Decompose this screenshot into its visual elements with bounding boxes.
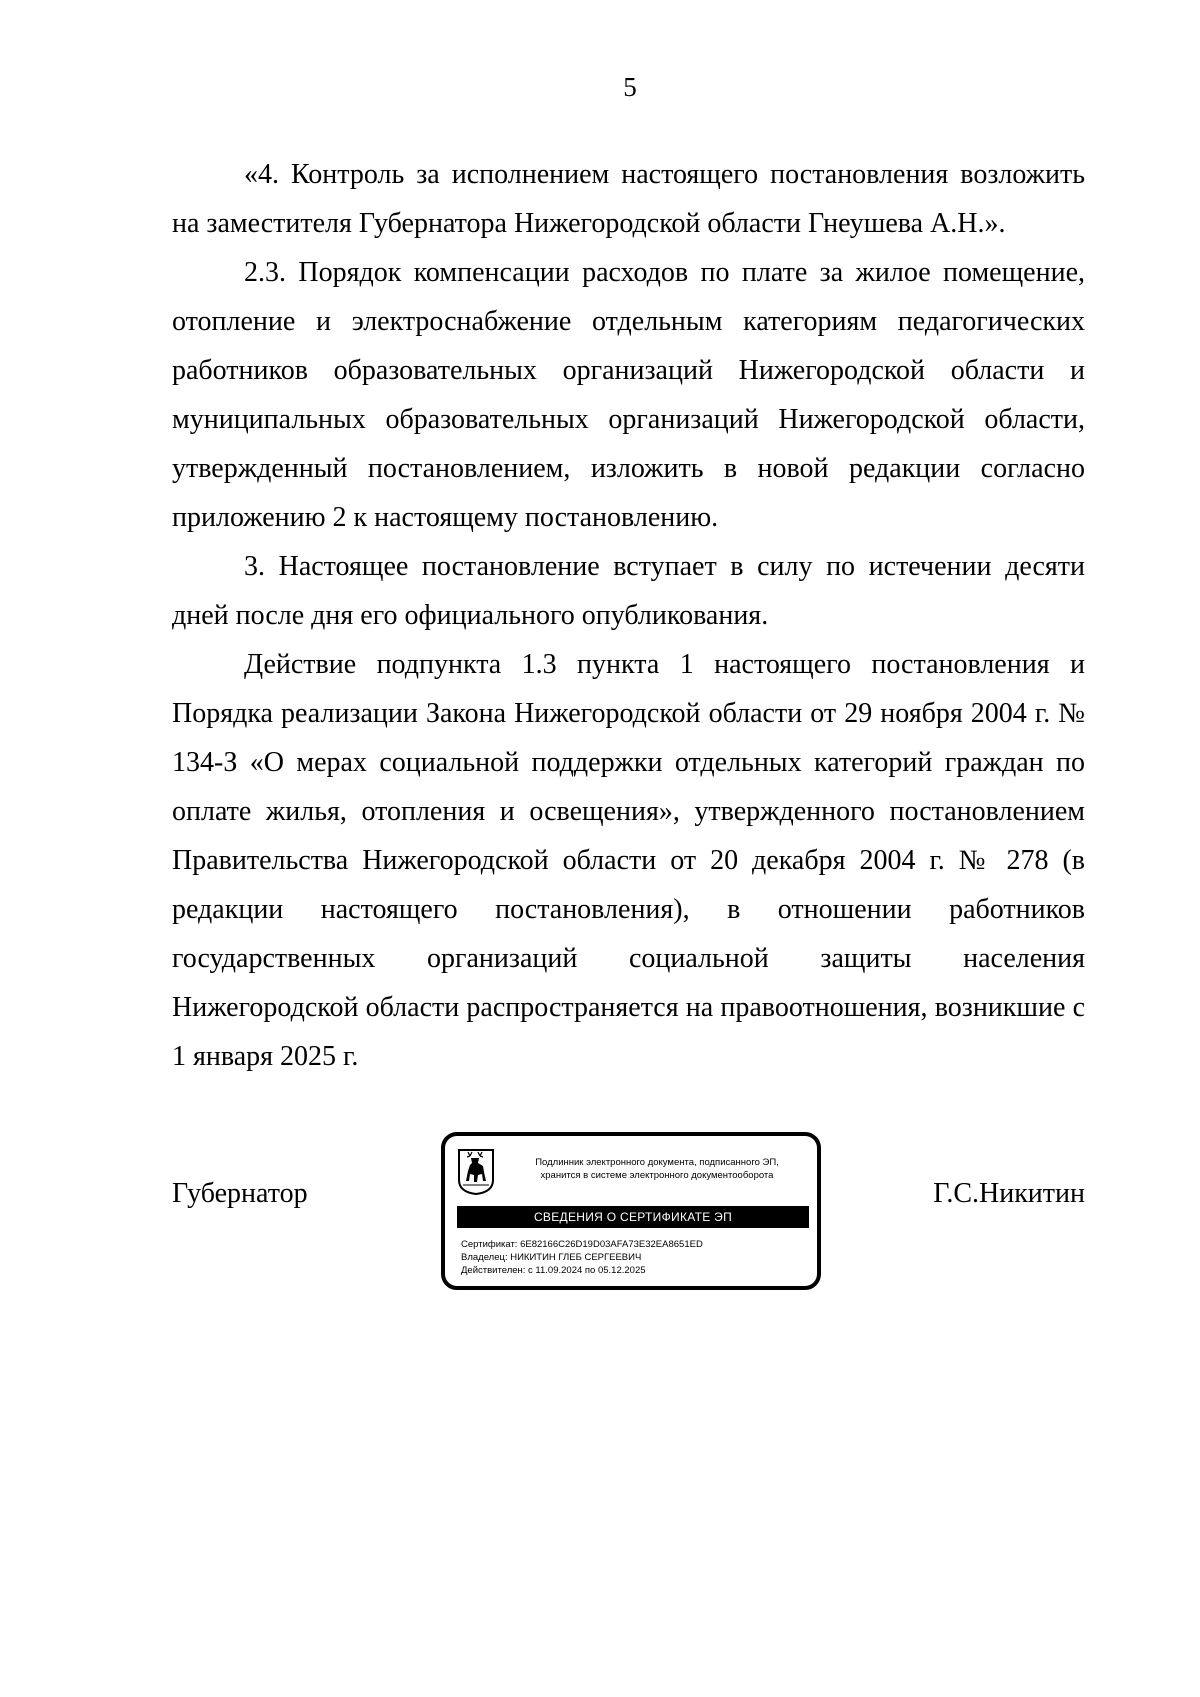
paragraph-effect: Действие подпункта 1.3 пункта 1 настоящего постановления и Порядка реализации Закона Нижегородской области от 29 ноября 2004 г. № 134-З «О мерах социальной поддержки отдельных категорий граждан по оплате жилья, отопления и освещения», утвержденного постановлением Правительства Нижегородской области от 20 декабря 2004 г. № 278 (в редакции настоящего постановления), в отношении работников государственных организаций социальной защиты населения Нижегородской области распространяется на правоотношения, возникшие с 1 января 2025 г. — [172, 649, 1085, 1072]
paragraph-2-3: 2.3. Порядок компенсации расходов по плате за жилое помещение, отопление и электроснабжение отдельным категориям педагогических работников образовательных организаций Нижегородской области и муниципальных образовательных организаций Нижегородской области, утвержденный постановлением, изложить в новой редакции согласно приложению 2 к настоящему постановлению. — [172, 257, 1085, 533]
document-body — [172, 150, 1085, 1081]
stamp-header-line2: хранится в системе электронного документооборота — [540, 1170, 774, 1181]
paragraph-control: «4. Контроль за исполнением настоящего постановления возложить на заместителя Губернатора Нижегородской области Гнеушева А.Н.». — [172, 159, 1085, 239]
certificate-owner: Владелец: НИКИТИН ГЛЕБ СЕРГЕЕВИЧ — [461, 1252, 642, 1263]
certificate-details — [461, 1238, 703, 1277]
stamp-header-line1: Подлинник электронного документа, подписанного ЭП, — [535, 1157, 779, 1168]
stamp-header — [507, 1156, 807, 1182]
paragraph-3: 3. Настоящее постановление вступает в силу по истечении десяти дней после дня его официального опубликования. — [172, 551, 1085, 631]
signatory-title: Губернатор — [172, 1178, 308, 1209]
certificate-info-bar: СВЕДЕНИЯ О СЕРТИФИКАТЕ ЭП — [457, 1206, 809, 1228]
certificate-validity: Действителен: с 11.09.2024 по 05.12.2025 — [461, 1265, 646, 1276]
page-number: 5 — [623, 72, 637, 102]
certificate-number: Сертификат: 6E82166C26D19D03AFA73E32EA8651ED — [461, 1239, 703, 1250]
electronic-signature-stamp — [441, 1132, 821, 1290]
coat-of-arms-deer-icon — [457, 1148, 495, 1196]
signatory-name: Г.С.Никитин — [933, 1178, 1085, 1209]
